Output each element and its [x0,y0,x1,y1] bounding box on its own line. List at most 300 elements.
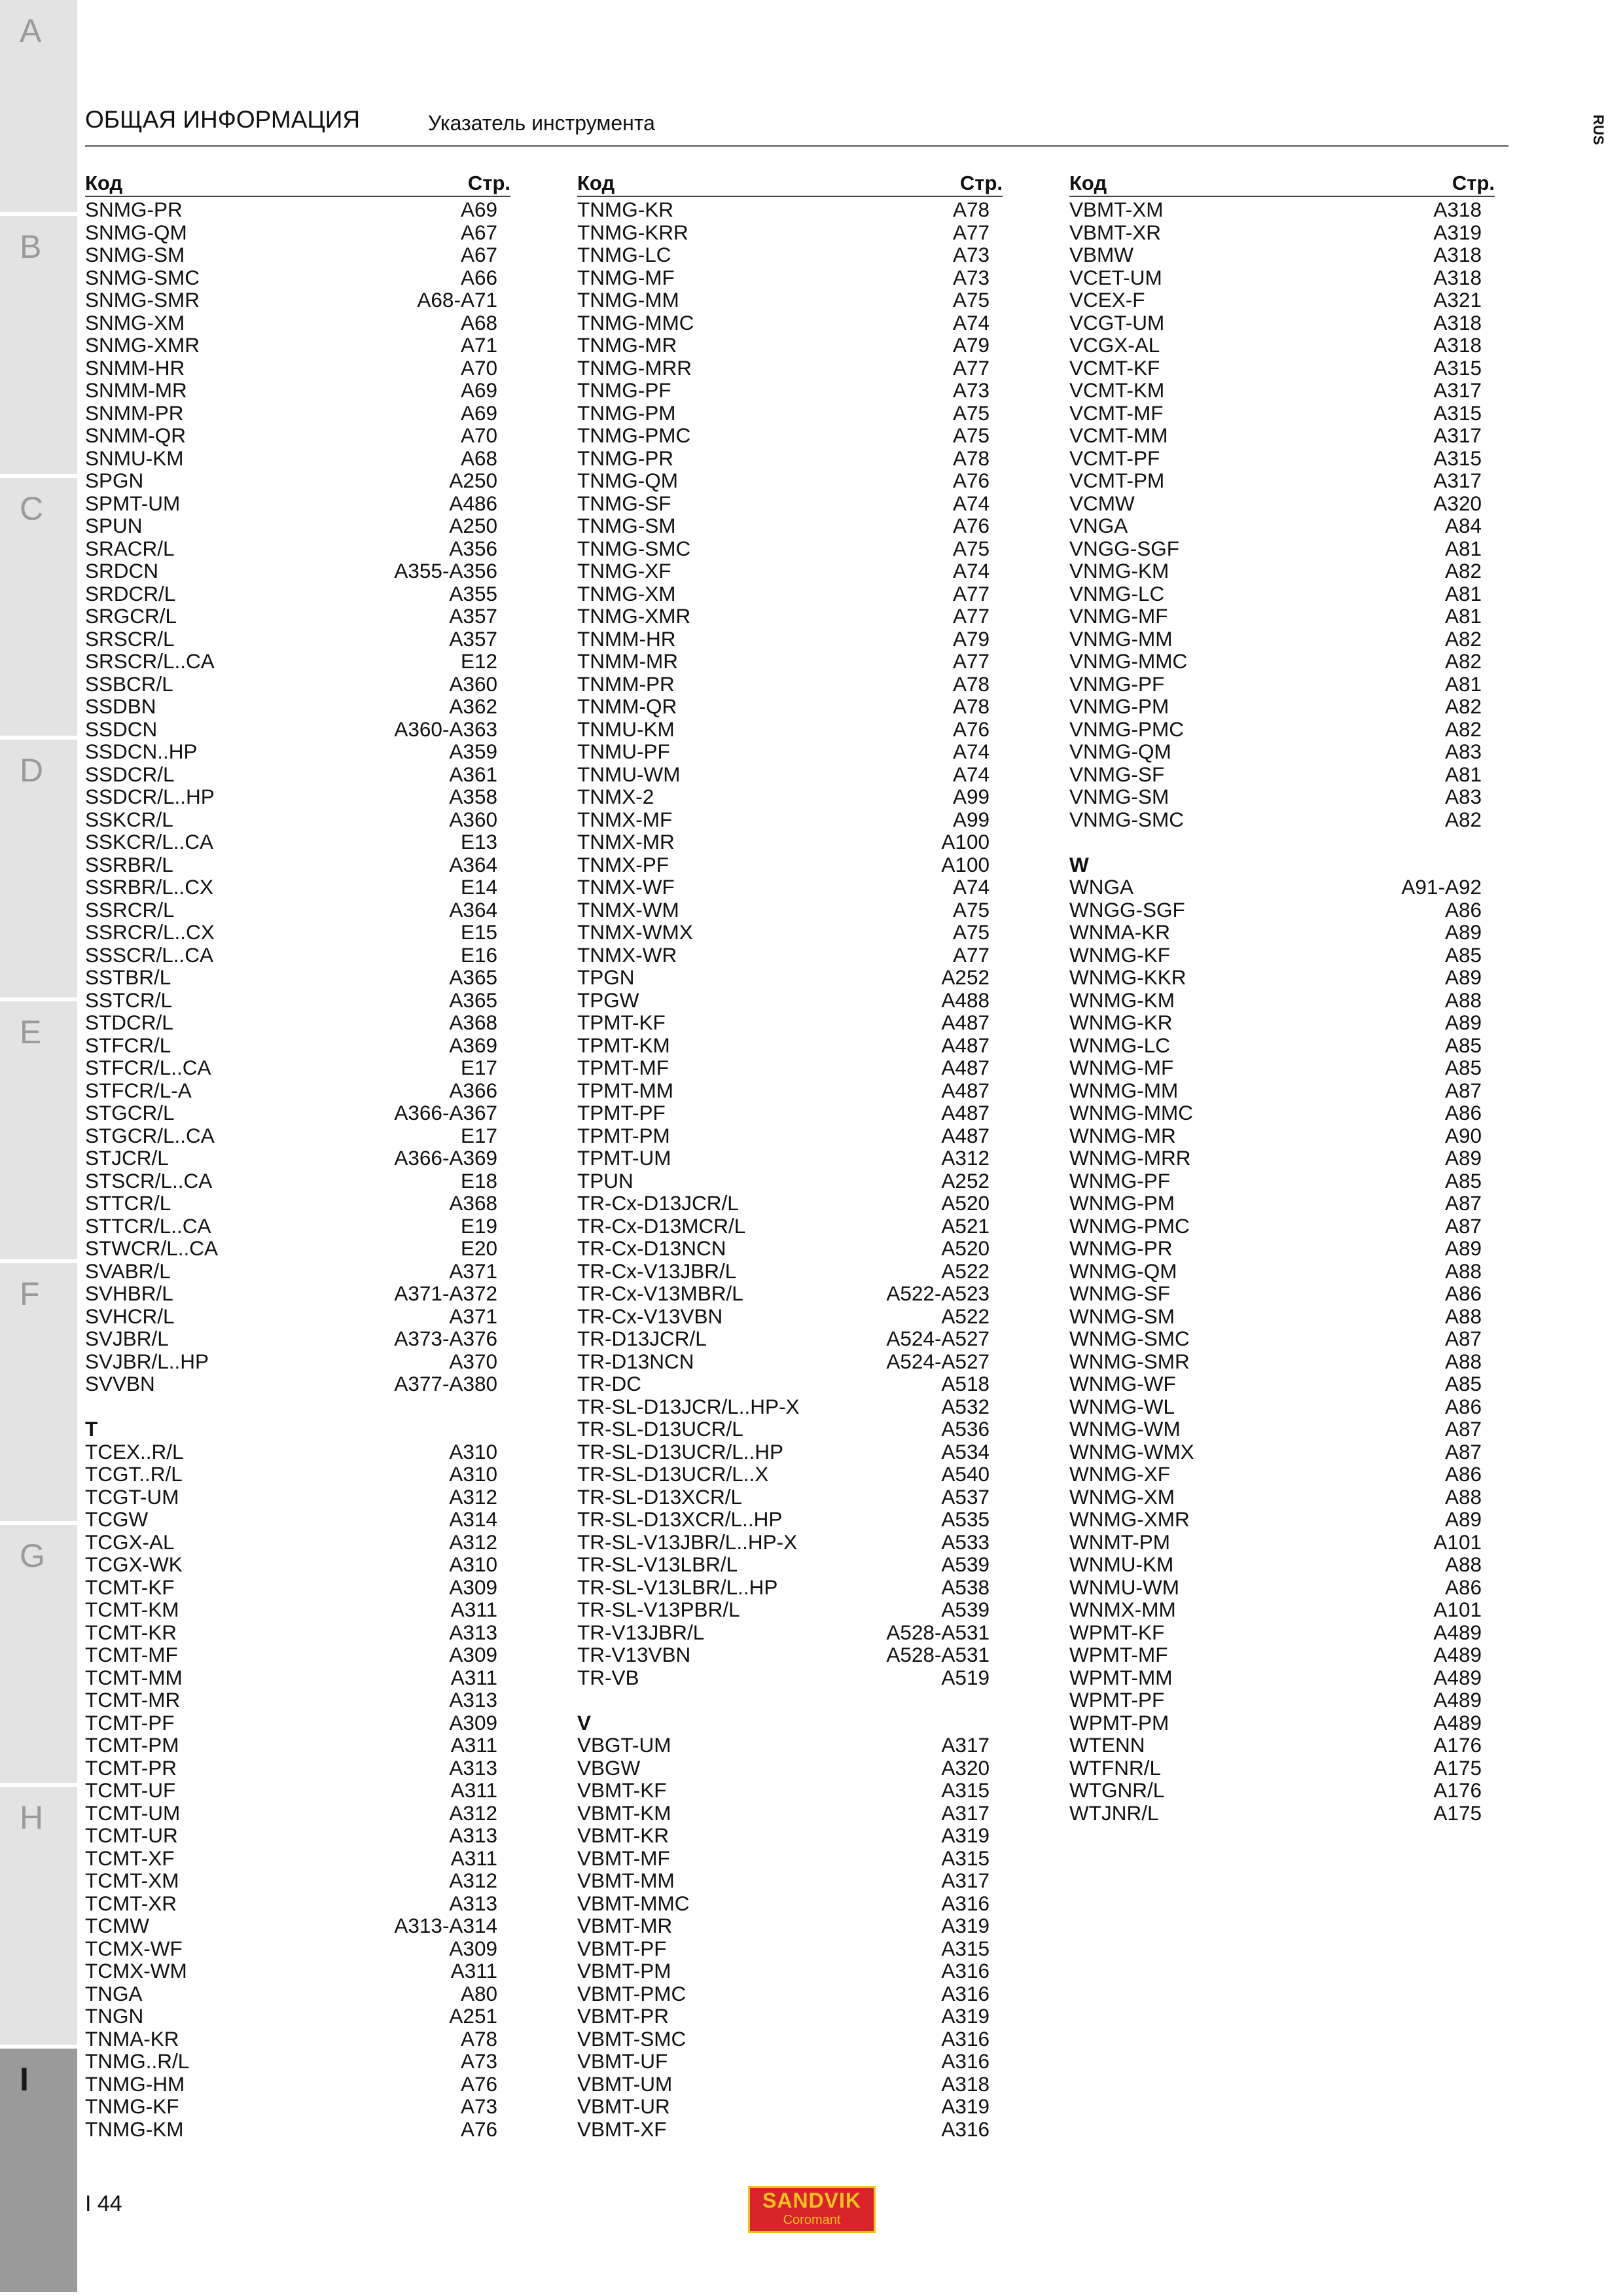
page-ref: A69 [460,378,497,402]
page-ref: A88 [1444,1484,1482,1509]
index-row [577,1553,1003,1576]
page-ref: A487 [941,1033,990,1057]
index-row [577,853,1003,876]
tab-e[interactable] [0,1001,77,1263]
page-ref: A81 [1444,604,1482,628]
page-ref: A316 [941,2049,990,2073]
tool-code: TR-D13NCN [577,1349,694,1373]
index-row [1069,289,1495,312]
index-row [577,583,1003,605]
tool-code: VNMG-MMC [1069,649,1188,673]
index-row [85,944,510,967]
index-row [577,673,1003,696]
tool-code: WPMT-PM [1069,1710,1169,1734]
index-row [85,650,510,673]
tool-code: VCMT-MM [1069,423,1168,447]
tool-code: STSCR/L..CA [85,1168,213,1193]
tool-code: SNMM-MR [85,378,187,402]
page-ref: A69 [460,198,497,221]
tool-code: TCMT-PR [85,1755,177,1780]
page-ref: A358 [449,785,497,808]
tool-code: TR-Cx-V13VBN [577,1304,723,1328]
tool-code: TNGA [85,1981,143,2005]
tool-code: SSTCR/L [85,988,173,1012]
tool-code: SVJBR/L [85,1327,169,1350]
index-row [85,1869,510,1892]
tab-a[interactable] [0,0,77,216]
page-ref: A176 [1433,1778,1482,1802]
page-ref: A360 [449,672,497,696]
tab-h[interactable] [0,1787,77,2049]
page-ref: A88 [1444,1349,1482,1373]
tool-code: WNMU-WM [1069,1575,1179,1599]
page-ref: A318 [1433,243,1482,266]
index-row [577,2095,1003,2118]
tool-code: TNMG-PF [577,378,671,402]
page-ref: A77 [952,942,990,967]
page-ref: A312 [449,1484,497,1509]
page-ref: A76 [460,2117,497,2141]
page-ref: A522 [941,1304,990,1328]
tool-code: SRDCN [85,559,159,583]
page-ref: A70 [460,355,497,380]
header-rule [85,145,1508,147]
tool-code: SPGN [85,469,144,492]
tool-code: WNMG-MR [1069,1123,1176,1147]
page-ref: A359 [449,740,497,763]
page-ref: A101 [1433,1598,1482,1621]
page-ref: A317 [1433,469,1482,492]
index-row [1069,402,1495,425]
tab-f[interactable] [0,1263,77,1525]
tool-code: TR-SL-V13LBR/L [577,1552,738,1576]
page-ref: A534 [941,1439,990,1463]
tool-code: SNMG-SMC [85,265,200,289]
page-ref: A315 [941,1778,990,1802]
index-row [577,289,1003,312]
tool-code: TCGT-UM [85,1484,179,1509]
page-ref: A75 [952,288,990,312]
page-ref: A316 [941,2117,990,2141]
tool-code: TPMT-MF [577,1056,669,1079]
index-row [577,560,1003,583]
index-column-1 [85,171,510,2140]
page-ref: A74 [952,491,990,515]
tool-code: TNMG-SM [577,514,676,537]
page-ref: A316 [941,1891,990,1915]
index-row [1069,1779,1495,1802]
index-row [85,1689,510,1712]
page-ref: A537 [941,1484,990,1509]
page-ref: A522-A523 [886,1282,990,1305]
page-ref: A489 [1433,1688,1482,1712]
page-ref: A318 [941,2072,990,2096]
index-row [1069,447,1495,470]
logo-line-1: SANDVIK [762,2189,861,2212]
tool-code: VCMW [1069,491,1135,515]
page-ref: E19 [460,1213,497,1238]
index-row [85,379,510,402]
index-row [577,1418,1003,1441]
tool-code: TPMT-PM [577,1123,670,1147]
page-ref: A70 [460,423,497,447]
index-row [85,1643,510,1666]
index-row [85,1914,510,1937]
page-ref: A313 [449,1823,497,1847]
index-row [577,243,1003,266]
index-row [85,1734,510,1757]
page-ref: A520 [941,1191,990,1215]
index-row [1069,921,1495,944]
tool-code: TCGW [85,1507,149,1531]
tool-code: VBMT-UF [577,2049,668,2073]
page-ref: A87 [1444,1327,1482,1350]
page-ref: A371 [449,1304,497,1328]
tool-code: VNMG-SF [1069,762,1165,786]
tool-code: SVHBR/L [85,1282,173,1305]
tool-code: WNMG-LC [1069,1033,1170,1057]
page-ref: A75 [952,536,990,560]
index-row [1069,334,1495,357]
page-ref: A538 [941,1575,990,1599]
tool-code: TCMT-KR [85,1620,177,1644]
tool-code: SSDCR/L..HP [85,785,215,808]
page-ref: A73 [460,2094,497,2118]
tool-code: SNMG-SMR [85,288,200,312]
index-row [1069,469,1495,492]
page-ref: A539 [941,1598,990,1621]
index-row [577,1734,1003,1757]
tool-code: VBMW [1069,243,1133,266]
page-ref: A317 [941,1869,990,1892]
index-row [1069,1282,1495,1305]
index-row [577,1102,1003,1124]
tab-b[interactable] [0,216,77,478]
page-ref: A487 [941,1123,990,1147]
page-ref: A84 [1444,514,1482,537]
page-ref: A88 [1444,1259,1482,1283]
tool-code: WNMG-SMC [1069,1327,1190,1350]
tool-code: WNGG-SGF [1069,897,1185,922]
tool-code: TPMT-KM [577,1033,670,1057]
index-row [85,1215,510,1238]
index-row [577,605,1003,628]
page-ref: A535 [941,1507,990,1531]
tab-d[interactable] [0,740,77,1001]
index-row [577,921,1003,944]
index-row [577,1124,1003,1147]
page-ref: A487 [941,1078,990,1102]
index-row [577,447,1003,470]
page-ref: A82 [1444,807,1482,831]
page-ref: A371 [449,1259,497,1283]
page-ref: E14 [460,875,497,899]
index-row [1069,740,1495,763]
index-row [85,1508,510,1531]
page-ref: A89 [1444,920,1482,944]
tab-g[interactable] [0,1525,77,1787]
page-ref: A309 [449,1575,497,1599]
tool-code: WNMG-WF [1069,1372,1176,1395]
tool-code: TNMG-QM [577,469,678,492]
index-row [1069,808,1495,831]
tool-code: WNMG-KKR [1069,965,1186,989]
tool-code: TPMT-MM [577,1078,673,1102]
index-row [85,1960,510,1982]
index-row [577,2050,1003,2073]
index-row [85,740,510,763]
tool-code: SPUN [85,514,143,537]
page-ref: A310 [449,1439,497,1463]
tool-code: TCMT-XF [85,1846,175,1870]
index-row [577,2118,1003,2141]
page-ref: A318 [1433,198,1482,221]
page-header-label: Стр. [959,171,1003,194]
index-row [1069,1170,1495,1193]
index-rows [85,198,510,2140]
page-ref: A252 [941,965,990,989]
page-ref: A89 [1444,965,1482,989]
index-row [85,1124,510,1147]
index-row [577,1327,1003,1350]
tool-code: SSDCN..HP [85,740,198,763]
page-ref: A366 [449,1078,497,1102]
page-ref: A81 [1444,672,1482,696]
page-ref: A315 [1433,446,1482,470]
tab-label: C [20,490,44,527]
index-row [577,357,1003,380]
index-row [1069,514,1495,537]
page-ref: A315 [941,1846,990,1870]
index-row [1069,1260,1495,1283]
tool-code: WPMT-MF [1069,1643,1168,1666]
tool-code: VBMT-MMC [577,1891,690,1915]
index-row [85,1937,510,1960]
page-ref: A73 [952,243,990,266]
page-ref: A313 [449,1891,497,1915]
tool-code: STJCR/L [85,1146,169,1170]
page-ref: A83 [1444,785,1482,808]
tab-i[interactable] [0,2049,77,2296]
page-ref: A316 [941,1981,990,2005]
tool-code: TNMG-KM [85,2117,184,2141]
tool-code: VCMT-MF [1069,401,1164,425]
tool-code: VBMT-PMC [577,1981,687,2005]
index-row [1069,989,1495,1012]
tool-code: SNMG-XMR [85,333,200,357]
page-ref: A82 [1444,559,1482,583]
index-row [577,2028,1003,2051]
tab-c[interactable] [0,478,77,740]
page-ref: A175 [1433,1755,1482,1780]
page-ref: E13 [460,830,497,853]
index-row [85,1779,510,1802]
page-ref: A81 [1444,581,1482,605]
tool-code: TPMT-UM [577,1146,671,1170]
tool-code: VBMT-PM [577,1959,671,1982]
page-ref: A487 [941,1011,990,1034]
page-ref: A311 [450,1778,497,1802]
page-ref: A74 [952,559,990,583]
page-ref: A357 [449,604,497,628]
index-row [85,560,510,583]
tab-label: D [20,752,44,789]
index-row [85,785,510,808]
page-ref: A321 [1433,288,1482,312]
page-ref: A75 [952,423,990,447]
tool-code: WPMT-MM [1069,1665,1173,1689]
tool-code: WTGNR/L [1069,1778,1165,1802]
page-ref: A74 [952,740,990,763]
column-header [577,171,1003,197]
index-row [1069,899,1495,922]
index-row [85,1011,510,1034]
tool-code: WTENN [1069,1733,1145,1757]
tool-code: VNMG-SMC [1069,807,1184,831]
tool-code: TNMM-HR [577,626,676,651]
index-row [85,1802,510,1825]
page-ref: A317 [1433,423,1482,447]
page-ref: A77 [952,581,990,605]
index-row [85,1486,510,1509]
index-row [1069,1056,1495,1079]
tool-code: VCMT-PM [1069,469,1165,492]
page-ref: A85 [1444,942,1482,967]
index-row [85,1147,510,1170]
page-ref: A313 [449,1755,497,1780]
row-spacer [85,1395,510,1418]
index-row [1069,1598,1495,1621]
index-row [577,628,1003,651]
index-row [85,514,510,537]
index-row [577,1914,1003,1937]
index-row [85,605,510,628]
tab-label: I [20,2061,29,2098]
page-ref: A320 [941,1755,990,1780]
page-ref: A364 [449,897,497,922]
index-row [1069,1011,1495,1034]
tool-code: STDCR/L [85,1011,173,1034]
tool-code: SSRBR/L [85,852,173,876]
tool-code: VNMG-SM [1069,785,1169,808]
tool-code: TR-SL-D13JCR/L..HP-X [577,1394,800,1418]
index-row [1069,560,1495,583]
index-row [85,2005,510,2028]
page-ref: A78 [952,672,990,696]
index-row [577,785,1003,808]
page-ref: A539 [941,1552,990,1576]
index-row [1069,1147,1495,1170]
tool-code: VBMT-KF [577,1778,667,1802]
tool-code: WNMG-WM [1069,1417,1181,1441]
page-ref: A319 [941,2094,990,2118]
index-row [85,198,510,221]
page-ref: A319 [941,1823,990,1847]
tool-code: WNMG-PM [1069,1191,1175,1215]
tool-code: SSBCR/L [85,672,173,696]
tool-code: TR-SL-D13UCR/L [577,1417,743,1441]
page-ref: A319 [941,1914,990,1937]
tool-code: WNMG-MM [1069,1078,1179,1102]
index-row [1069,1643,1495,1666]
page-ref: A520 [941,1236,990,1260]
index-row [1069,785,1495,808]
index-row [1069,1553,1495,1576]
page-ref: A311 [450,1665,497,1689]
page-ref: A82 [1444,626,1482,651]
page-ref: A312 [449,1530,497,1554]
index-column-2 [577,171,1003,2140]
tool-code: TNMX-MF [577,807,673,831]
index-row [1069,763,1495,786]
tool-code: WNMG-KR [1069,1011,1173,1034]
index-row [577,1508,1003,1531]
index-row [577,1305,1003,1328]
tool-code: TNMG-PMC [577,423,691,447]
index-rows [1069,198,1495,1824]
tool-code: VCMT-KM [1069,378,1165,402]
index-row [577,1847,1003,1870]
tool-code: WNMG-XMR [1069,1507,1190,1531]
tool-code: WTJNR/L [1069,1801,1159,1825]
page-ref: E17 [460,1123,497,1147]
page-ref: A312 [449,1869,497,1892]
tool-code: TR-SL-D13XCR/L..HP [577,1507,783,1531]
index-row [85,1282,510,1305]
tool-code: TCGT..R/L [85,1462,183,1486]
index-row [85,628,510,651]
tool-code: TCMT-PF [85,1710,175,1734]
page-ref: A87 [1444,1191,1482,1215]
index-row [85,763,510,786]
index-row [85,357,510,380]
tool-code: TNMX-MR [577,830,675,853]
tool-code: TNMG-LC [577,243,671,266]
page-ref: A89 [1444,1236,1482,1260]
page-ref: A315 [1433,355,1482,380]
tool-code: VBMT-MM [577,1869,675,1892]
index-row [577,1576,1003,1599]
tool-code: WNMG-KF [1069,942,1170,967]
tool-code: TNMG-SMC [577,536,691,560]
language-label: RUS [1590,115,1607,145]
tool-code: WNMG-PF [1069,1168,1170,1193]
index-row [1069,1531,1495,1554]
tool-code: SNMG-SM [85,243,185,266]
index-row [577,899,1003,922]
index-row [1069,1666,1495,1689]
page-ref: E20 [460,1236,497,1260]
tool-code: TNMG-KRR [577,220,688,244]
index-row [85,334,510,357]
index-row [1069,1079,1495,1102]
tool-code: VNMG-MF [1069,604,1168,628]
tool-code: VBMT-XF [577,2117,667,2141]
index-row [85,1192,510,1215]
index-row [577,1372,1003,1395]
index-row [577,1598,1003,1621]
index-row [1069,1192,1495,1215]
tool-code: VNMG-KM [1069,559,1169,583]
page-ref: A69 [460,401,497,425]
page-ref: A75 [952,401,990,425]
subsection-title: Указатель инструмента [428,111,655,135]
page-ref: A370 [449,1349,497,1373]
index-row [577,1215,1003,1238]
tool-code: VBMT-PF [577,1936,667,1960]
tool-code: WNMG-MRR [1069,1146,1191,1170]
page-ref: A87 [1444,1078,1482,1102]
